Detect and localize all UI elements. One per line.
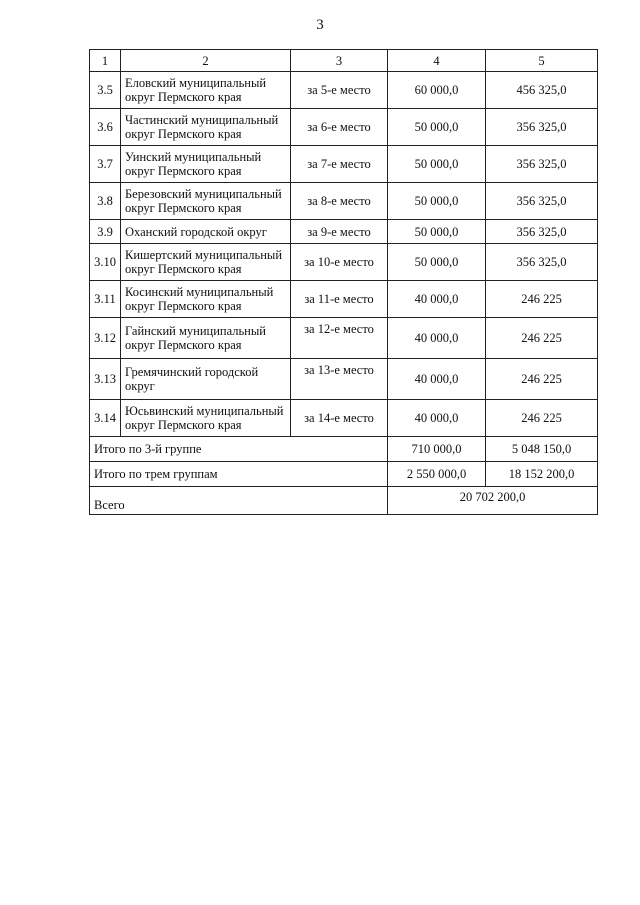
municipality-name bbox=[121, 318, 291, 359]
amount-col-4: 50 000,0 bbox=[388, 109, 486, 146]
municipality-name-line: округ Пермского края bbox=[125, 338, 242, 352]
amount-col-5: 356 325,0 bbox=[486, 220, 598, 244]
municipality-name-line: Гайнский муниципальный bbox=[125, 324, 266, 338]
municipality-name-line: Кишертский муниципальный bbox=[125, 248, 283, 262]
amount-col-5: 246 225 bbox=[486, 359, 598, 400]
summary-amount-col-5: 5 048 150,0 bbox=[486, 437, 598, 462]
row-number: 3.14 bbox=[90, 400, 121, 437]
summary-row bbox=[90, 437, 598, 462]
row-number: 3.11 bbox=[90, 281, 121, 318]
municipality-name-line: Еловский муниципальный bbox=[125, 76, 267, 90]
summary-label: Итого по трем группам bbox=[90, 462, 388, 487]
table-row bbox=[90, 72, 598, 109]
summary-amount-col-4: 710 000,0 bbox=[388, 437, 486, 462]
place-label: за 11-е место bbox=[291, 281, 388, 318]
municipality-name-line: Частинский муниципальный bbox=[125, 113, 279, 127]
amount-col-5: 356 325,0 bbox=[486, 109, 598, 146]
municipality-name bbox=[121, 146, 291, 183]
table-row bbox=[90, 318, 598, 359]
summary-label: Итого по 3-й группе bbox=[90, 437, 388, 462]
place-label: за 9-е место bbox=[291, 220, 388, 244]
summary-row bbox=[90, 462, 598, 487]
municipality-name bbox=[121, 281, 291, 318]
place-label: за 8-е место bbox=[291, 183, 388, 220]
amount-col-5: 246 225 bbox=[486, 400, 598, 437]
municipality-name bbox=[121, 359, 291, 400]
municipality-name-line: округ Пермского края bbox=[125, 262, 242, 276]
table-row bbox=[90, 400, 598, 437]
municipality-name-line: округ Пермского края bbox=[125, 90, 242, 104]
header-col-1: 1 bbox=[90, 50, 121, 72]
municipality-name-line: Юсьвинский муниципальный bbox=[125, 404, 284, 418]
place-label: за 14-е место bbox=[291, 400, 388, 437]
municipality-name-line: округ bbox=[125, 379, 155, 393]
amount-col-5: 356 325,0 bbox=[486, 183, 598, 220]
summary-amount-col-4: 2 550 000,0 bbox=[388, 462, 486, 487]
amount-col-4: 40 000,0 bbox=[388, 400, 486, 437]
row-number: 3.9 bbox=[90, 220, 121, 244]
table-row bbox=[90, 109, 598, 146]
amount-col-4: 50 000,0 bbox=[388, 244, 486, 281]
row-number: 3.6 bbox=[90, 109, 121, 146]
table-row bbox=[90, 359, 598, 400]
table-body bbox=[90, 72, 598, 515]
awards-table bbox=[89, 49, 598, 515]
amount-col-4: 50 000,0 bbox=[388, 220, 486, 244]
municipality-name bbox=[121, 109, 291, 146]
total-amount: 20 702 200,0 bbox=[388, 487, 598, 515]
row-number: 3.7 bbox=[90, 146, 121, 183]
amount-col-4: 40 000,0 bbox=[388, 359, 486, 400]
municipality-name-line: Оханский городской округ bbox=[125, 224, 267, 239]
municipality-name-line: округ Пермского края bbox=[125, 299, 242, 313]
page-number: 3 bbox=[316, 17, 324, 33]
amount-col-4: 50 000,0 bbox=[388, 146, 486, 183]
municipality-name-line: округ Пермского края bbox=[125, 164, 242, 178]
municipality-name-line: Косинский муниципальный bbox=[125, 285, 274, 299]
municipality-name-line: Березовский муниципальный bbox=[125, 187, 282, 201]
table-row bbox=[90, 220, 598, 244]
row-number: 3.8 bbox=[90, 183, 121, 220]
place-label: за 7-е место bbox=[291, 146, 388, 183]
table-row bbox=[90, 244, 598, 281]
summary-amount-col-5: 18 152 200,0 bbox=[486, 462, 598, 487]
place-label: за 6-е место bbox=[291, 109, 388, 146]
row-number: 3.5 bbox=[90, 72, 121, 109]
header-row bbox=[90, 50, 598, 72]
header-col-4: 4 bbox=[388, 50, 486, 72]
amount-col-5: 456 325,0 bbox=[486, 72, 598, 109]
place-label: за 13-е место bbox=[291, 359, 388, 400]
table-header bbox=[90, 50, 598, 72]
municipality-name bbox=[121, 72, 291, 109]
municipality-name-line: округ Пермского края bbox=[125, 201, 242, 215]
municipality-name bbox=[121, 183, 291, 220]
municipality-name bbox=[121, 244, 291, 281]
amount-col-4: 40 000,0 bbox=[388, 318, 486, 359]
row-number: 3.12 bbox=[90, 318, 121, 359]
amount-col-4: 40 000,0 bbox=[388, 281, 486, 318]
municipality-name bbox=[121, 400, 291, 437]
table-row bbox=[90, 146, 598, 183]
amount-col-5: 356 325,0 bbox=[486, 244, 598, 281]
table-row bbox=[90, 281, 598, 318]
municipality-name-line: округ Пермского края bbox=[125, 127, 242, 141]
amount-col-5: 246 225 bbox=[486, 318, 598, 359]
row-number: 3.13 bbox=[90, 359, 121, 400]
municipality-name-line: округ Пермского края bbox=[125, 418, 242, 432]
header-col-5: 5 bbox=[486, 50, 598, 72]
amount-col-4: 60 000,0 bbox=[388, 72, 486, 109]
amount-col-5: 246 225 bbox=[486, 281, 598, 318]
municipality-name-line: Уинский муниципальный bbox=[125, 150, 262, 164]
row-number: 3.10 bbox=[90, 244, 121, 281]
municipality-name bbox=[121, 220, 291, 244]
place-label: за 12-е место bbox=[291, 318, 388, 359]
header-col-3: 3 bbox=[291, 50, 388, 72]
municipality-name-line: Гремячинский городской bbox=[125, 365, 259, 379]
amount-col-5: 356 325,0 bbox=[486, 146, 598, 183]
header-col-2: 2 bbox=[121, 50, 291, 72]
total-row bbox=[90, 487, 598, 515]
total-label: Всего bbox=[90, 487, 388, 515]
place-label: за 5-е место bbox=[291, 72, 388, 109]
place-label: за 10-е место bbox=[291, 244, 388, 281]
amount-col-4: 50 000,0 bbox=[388, 183, 486, 220]
table-row bbox=[90, 183, 598, 220]
